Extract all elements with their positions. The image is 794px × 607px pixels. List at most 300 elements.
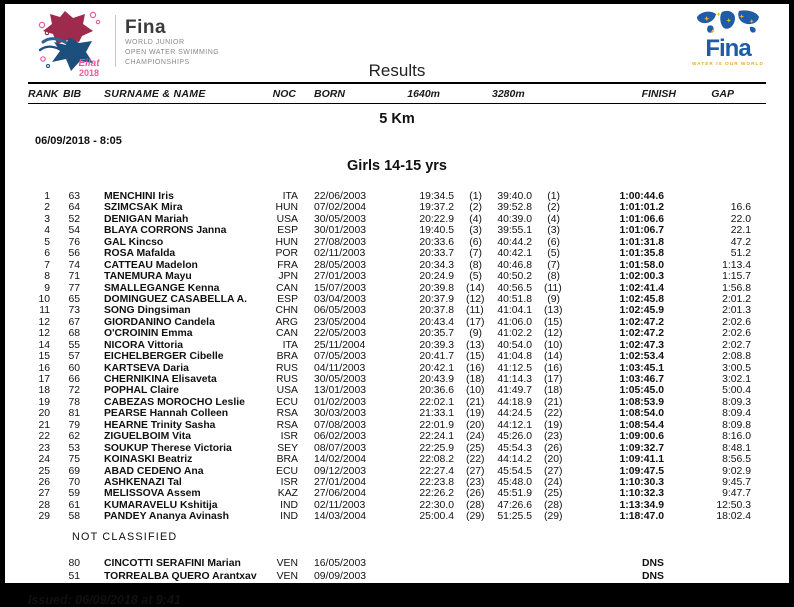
- athlete-name: MENCHINI Iris: [104, 191, 174, 202]
- athlete-name: CHERNIKINA Elisaveta: [104, 374, 217, 385]
- bib-value: 52: [68, 213, 80, 225]
- finish-time: 1:08:53.9: [619, 396, 664, 408]
- bib-value: 66: [68, 374, 80, 385]
- table-row: [28, 294, 766, 305]
- finish-time: 1:03:46.7: [619, 374, 664, 385]
- split-3280-time: 40:56.5: [497, 282, 532, 294]
- split-3280-place: (6): [547, 236, 560, 248]
- bib-value: 75: [68, 454, 80, 466]
- table-row: [28, 191, 766, 202]
- results-table: [5, 191, 789, 523]
- born-value: 27/06/2004: [314, 488, 367, 500]
- split-1640-time: 20:37.8: [419, 305, 454, 317]
- split-3280-place: (12): [544, 328, 563, 340]
- rank-value: 8: [44, 271, 50, 283]
- split-3280-place: (5): [547, 248, 560, 260]
- finish-time: 1:08:54.0: [619, 408, 664, 420]
- rank-value: 26: [38, 476, 50, 488]
- table-row: [28, 385, 766, 396]
- table-row: [28, 260, 766, 271]
- eilat-city-label: Eilat: [78, 58, 100, 69]
- session-datetime: 06/09/2018 - 8:05: [35, 135, 122, 147]
- table-row: [28, 340, 766, 351]
- athlete-name: CINCOTTI SERAFINI Marian: [104, 557, 241, 569]
- born-value: 01/02/2003: [314, 396, 367, 408]
- noc-value: ARG: [275, 316, 298, 328]
- finish-time: 1:02:00.3: [619, 271, 664, 283]
- split-1640-place: (22): [466, 454, 485, 466]
- split-1640-place: (17): [466, 316, 485, 328]
- split-1640-time: 20:34.3: [419, 259, 454, 271]
- bib-value: 53: [68, 442, 80, 454]
- column-header-1640m: 1640m: [407, 87, 440, 100]
- table-row: [28, 225, 766, 236]
- table-row: [28, 454, 766, 465]
- split-3280-time: 44:18.9: [497, 396, 532, 408]
- not-classified-row: [28, 557, 766, 571]
- table-row: [28, 374, 766, 385]
- athlete-name: SZIMCSAK Mira: [104, 202, 183, 214]
- gap-value: 9:45.7: [722, 476, 751, 488]
- gap-value: 8:09.3: [722, 396, 751, 408]
- born-value: 07/02/2004: [314, 202, 367, 214]
- fina-wordmark-line: CHAMPIONSHIPS: [125, 59, 190, 66]
- born-value: 15/07/2003: [314, 282, 367, 294]
- noc-value: ISR: [280, 431, 298, 443]
- noc-value: CHN: [275, 305, 298, 317]
- split-1640-time: 20:33.6: [419, 236, 454, 248]
- finish-time: 1:01:58.0: [619, 259, 664, 271]
- split-1640-place: (8): [469, 259, 482, 271]
- athlete-name: SOUKUP Therese Victoria: [104, 442, 232, 454]
- split-3280-time: 40:54.0: [497, 339, 532, 351]
- rank-value: 25: [38, 465, 50, 477]
- noc-value: ISR: [280, 476, 298, 488]
- split-3280-time: 40:50.2: [497, 271, 532, 283]
- bib-value: 55: [68, 339, 80, 351]
- gap-value: 2:02.6: [722, 316, 751, 328]
- split-3280-place: (7): [547, 259, 560, 271]
- split-1640-place: (19): [466, 408, 485, 420]
- column-header-born: BORN: [314, 87, 345, 100]
- column-header-gap: GAP: [711, 87, 734, 100]
- noc-value: FRA: [277, 259, 298, 271]
- split-3280-time: 39:52.8: [497, 202, 532, 214]
- split-1640-time: 20:39.8: [419, 282, 454, 294]
- not-classified-row: [28, 570, 766, 584]
- born-value: 13/01/2003: [314, 385, 367, 397]
- split-3280-time: 41:14.3: [497, 374, 532, 385]
- born-value: 27/01/2003: [314, 271, 367, 283]
- split-3280-time: 44:12.1: [497, 419, 532, 431]
- finish-time: 1:02:45.8: [619, 293, 664, 305]
- split-1640-time: 20:24.9: [419, 271, 454, 283]
- split-1640-place: (16): [466, 362, 485, 374]
- split-1640-time: 22:01.9: [419, 419, 454, 431]
- split-3280-time: 40:42.1: [497, 248, 532, 260]
- finish-time: 1:03:45.1: [619, 362, 664, 374]
- noc-value: JPN: [278, 271, 298, 283]
- bib-value: 81: [68, 408, 80, 420]
- noc-value: ESP: [277, 293, 298, 305]
- finish-status: DNS: [642, 571, 664, 583]
- gap-value: 9:02.9: [722, 465, 751, 477]
- split-1640-time: 22:02.1: [419, 396, 454, 408]
- split-3280-place: (11): [544, 282, 562, 294]
- rank-value: 12: [38, 316, 50, 328]
- athlete-name: KUMARAVELU Kshitija: [104, 499, 218, 511]
- born-value: 09/12/2003: [314, 465, 367, 477]
- athlete-name: BLAYA CORRONS Janna: [104, 225, 227, 237]
- split-3280-place: (2): [547, 202, 560, 214]
- rank-value: 6: [44, 248, 50, 260]
- bubble-icon: [96, 20, 99, 23]
- athlete-name: HEARNE Trinity Sasha: [104, 419, 216, 431]
- split-3280-place: (15): [544, 316, 563, 328]
- noc-value: BRA: [276, 351, 298, 363]
- split-3280-place: (18): [544, 385, 563, 397]
- rank-value: 29: [38, 511, 50, 523]
- bib-value: 64: [68, 202, 80, 214]
- noc-value: BRA: [276, 454, 298, 466]
- split-3280-time: 47:26.6: [497, 499, 532, 511]
- split-3280-time: 40:46.8: [497, 259, 532, 271]
- logo-divider: [115, 15, 116, 67]
- bib-value: 69: [68, 465, 80, 477]
- noc-value: RUS: [276, 374, 298, 385]
- column-header-row: [28, 84, 766, 103]
- finish-time: 1:01:01.2: [619, 202, 664, 214]
- bib-value: 70: [68, 476, 80, 488]
- athlete-name: POPHAL Claire: [104, 385, 179, 397]
- event-title: 5 Km: [379, 111, 415, 127]
- athlete-name: DENIGAN Mariah: [104, 213, 189, 225]
- finish-time: 1:02:47.2: [619, 328, 664, 340]
- gap-value: 2:08.8: [722, 351, 751, 363]
- header: [5, 4, 789, 82]
- rank-value: 2: [44, 202, 50, 214]
- split-1640-time: 22:24.1: [419, 431, 454, 443]
- table-row: [28, 214, 766, 225]
- table-row: [28, 397, 766, 408]
- split-3280-time: 41:12.5: [497, 362, 532, 374]
- born-value: 02/11/2003: [314, 248, 366, 260]
- born-value: 06/02/2003: [314, 431, 367, 443]
- gap-value: 1:13.4: [722, 259, 751, 271]
- split-1640-place: (23): [466, 476, 485, 488]
- split-3280-time: 39:40.0: [497, 191, 532, 202]
- split-3280-time: 41:04.8: [497, 351, 532, 363]
- rank-value: 28: [38, 499, 50, 511]
- bib-value: 80: [68, 557, 80, 569]
- column-header-finish: FINISH: [641, 87, 676, 100]
- split-1640-place: (6): [469, 236, 482, 248]
- noc-value: ECU: [276, 465, 298, 477]
- split-3280-time: 40:39.0: [497, 213, 532, 225]
- rank-value: 23: [38, 442, 50, 454]
- table-row: [28, 202, 766, 213]
- athlete-name: ABAD CEDENO Ana: [104, 465, 204, 477]
- split-3280-time: 51:25.5: [497, 511, 532, 523]
- born-value: 22/05/2003: [314, 328, 367, 340]
- split-1640-place: (25): [466, 442, 485, 454]
- rank-value: 15: [38, 351, 50, 363]
- born-value: 27/08/2003: [314, 236, 367, 248]
- rank-value: 1: [44, 191, 50, 202]
- noc-value: USA: [276, 385, 298, 397]
- split-3280-place: (27): [544, 465, 563, 477]
- split-3280-place: (23): [544, 431, 563, 443]
- fina-logo: [692, 9, 764, 69]
- born-value: 30/05/2003: [314, 374, 367, 385]
- split-1640-time: 20:43.4: [419, 316, 454, 328]
- bib-value: 76: [68, 236, 80, 248]
- athlete-name: KOINASKI Beatriz: [104, 454, 193, 466]
- table-row: [28, 511, 766, 522]
- split-1640-place: (14): [466, 282, 485, 294]
- world-map-icon: [720, 11, 735, 29]
- split-1640-time: 20:42.1: [419, 362, 454, 374]
- gap-value: 5:00.4: [722, 385, 751, 397]
- finish-time: 1:10:32.3: [619, 488, 664, 500]
- results-page: [5, 4, 789, 607]
- fina-wordmark: [125, 9, 219, 67]
- finish-time: 1:01:06.6: [619, 213, 664, 225]
- split-1640-place: (12): [466, 293, 485, 305]
- athlete-name: CATTEAU Madelon: [104, 259, 198, 271]
- split-1640-time: 19:34.5: [419, 191, 454, 202]
- athlete-name: GAL Kincso: [104, 236, 164, 248]
- gap-value: 22.0: [730, 213, 751, 225]
- split-1640-time: 20:33.7: [419, 248, 454, 260]
- born-value: 22/06/2003: [314, 191, 367, 202]
- born-value: 23/05/2004: [314, 316, 367, 328]
- born-value: 28/05/2003: [314, 259, 367, 271]
- bib-value: 58: [68, 511, 80, 523]
- split-3280-time: 45:54.5: [497, 465, 532, 477]
- finish-time: 1:13:34.9: [619, 499, 664, 511]
- split-3280-place: (16): [544, 362, 563, 374]
- rank-value: 20: [38, 408, 50, 420]
- table-row: [28, 363, 766, 374]
- bib-value: 78: [68, 396, 80, 408]
- table-row: [28, 477, 766, 488]
- split-1640-time: 22:26.2: [419, 488, 454, 500]
- gap-value: 2:01.3: [722, 305, 751, 317]
- bubble-icon: [45, 31, 48, 34]
- bubble-icon: [39, 22, 44, 27]
- noc-value: ITA: [282, 339, 298, 351]
- split-1640-time: 19:40.5: [419, 225, 454, 237]
- noc-value: CAN: [276, 328, 298, 340]
- bib-value: 77: [68, 282, 80, 294]
- athlete-name: ROSA Mafalda: [104, 248, 176, 260]
- finish-time: 1:09:32.7: [619, 442, 664, 454]
- split-1640-time: 22:30.0: [419, 499, 454, 511]
- rank-value: 19: [38, 396, 50, 408]
- split-1640-place: (13): [466, 339, 485, 351]
- bib-value: 68: [68, 328, 80, 340]
- split-3280-time: 41:06.0: [497, 316, 532, 328]
- split-1640-time: 20:39.3: [419, 339, 454, 351]
- noc-value: IND: [280, 499, 298, 511]
- table-row: [28, 443, 766, 454]
- born-value: 30/01/2003: [314, 225, 367, 237]
- column-header-noc: NOC: [272, 87, 296, 100]
- split-3280-time: 40:51.8: [497, 293, 532, 305]
- athlete-name: SONG Dingsiman: [104, 305, 191, 317]
- gap-value: 8:56.5: [722, 454, 751, 466]
- split-3280-time: 44:14.2: [497, 454, 532, 466]
- finish-time: 1:02:53.4: [619, 351, 664, 363]
- split-3280-place: (28): [544, 499, 563, 511]
- split-1640-place: (28): [466, 499, 485, 511]
- born-value: 14/03/2004: [314, 511, 367, 523]
- rank-value: 5: [44, 236, 50, 248]
- bib-value: 74: [68, 259, 80, 271]
- split-3280-time: 41:04.1: [497, 305, 532, 317]
- split-3280-place: (9): [547, 293, 560, 305]
- bib-value: 57: [68, 351, 80, 363]
- finish-time: 1:08:54.4: [619, 419, 664, 431]
- rank-value: 22: [38, 431, 50, 443]
- split-3280-time: 41:49.7: [497, 385, 532, 397]
- split-3280-place: (24): [544, 476, 563, 488]
- rank-value: 17: [38, 374, 50, 385]
- noc-value: ITA: [282, 191, 298, 202]
- gap-value: 8:09.8: [722, 419, 751, 431]
- bib-value: 73: [68, 305, 80, 317]
- born-value: 07/08/2003: [314, 419, 367, 431]
- bib-value: 62: [68, 431, 80, 443]
- table-row: [28, 328, 766, 339]
- category-title: Girls 14-15 yrs: [347, 158, 447, 174]
- split-1640-place: (15): [466, 351, 485, 363]
- split-1640-time: 20:36.6: [419, 385, 454, 397]
- split-3280-place: (8): [547, 271, 560, 283]
- split-1640-time: 20:37.9: [419, 293, 454, 305]
- table-row: [28, 248, 766, 259]
- split-3280-place: (10): [544, 339, 563, 351]
- split-3280-place: (29): [544, 511, 563, 523]
- bib-value: 71: [68, 271, 80, 283]
- athlete-name: CABEZAS MOROCHO Leslie: [104, 396, 245, 408]
- finish-time: 1:02:47.2: [619, 316, 664, 328]
- noc-value: RUS: [276, 362, 298, 374]
- split-1640-place: (29): [466, 511, 485, 523]
- noc-value: ESP: [277, 225, 298, 237]
- split-1640-place: (21): [466, 396, 485, 408]
- fina-logo-tagline: WATER IS OUR WORLD: [692, 61, 764, 66]
- table-row: [28, 420, 766, 431]
- split-1640-place: (24): [466, 431, 485, 443]
- split-1640-place: (11): [466, 305, 484, 317]
- athlete-name: PEARSE Hannah Colleen: [104, 408, 229, 420]
- split-3280-place: (17): [544, 374, 563, 385]
- rank-value: 7: [44, 259, 50, 271]
- not-classified-label: NOT CLASSIFIED: [72, 530, 178, 543]
- fina-wordmark-title: Fina: [125, 17, 167, 38]
- split-1640-time: 19:37.2: [419, 202, 454, 214]
- finish-time: 1:02:47.3: [619, 339, 664, 351]
- finish-time: 1:09:47.5: [619, 465, 664, 477]
- born-value: 30/05/2003: [314, 213, 367, 225]
- column-header-rule: [28, 103, 766, 104]
- gap-value: 51.2: [730, 248, 751, 260]
- finish-time: 1:01:06.7: [619, 225, 664, 237]
- split-1640-place: (20): [466, 419, 485, 431]
- bib-value: 59: [68, 488, 80, 500]
- athlete-name: KARTSEVA Daria: [104, 362, 189, 374]
- fina-wordmark-line: OPEN WATER SWIMMING: [125, 49, 220, 56]
- split-3280-place: (14): [544, 351, 563, 363]
- bib-value: 56: [68, 248, 80, 260]
- noc-value: VEN: [276, 571, 298, 583]
- table-row: [28, 283, 766, 294]
- split-1640-time: 22:23.8: [419, 476, 454, 488]
- split-3280-time: 45:54.3: [497, 442, 532, 454]
- eilat-year-label: 2018: [78, 68, 100, 78]
- bib-value: 60: [68, 362, 80, 374]
- split-3280-time: 41:02.2: [497, 328, 532, 340]
- split-3280-place: (1): [547, 191, 560, 202]
- split-1640-place: (9): [469, 328, 482, 340]
- split-1640-place: (1): [469, 191, 482, 202]
- noc-value: USA: [276, 213, 298, 225]
- finish-time: 1:09:00.6: [619, 431, 664, 443]
- athlete-name: TANEMURA Mayu: [104, 271, 192, 283]
- split-1640-time: 22:08.2: [419, 454, 454, 466]
- gap-value: 8:09.4: [722, 408, 751, 420]
- finish-status: DNS: [642, 557, 664, 569]
- gap-value: 3:02.1: [722, 374, 751, 385]
- athlete-name: SMALLEGANGE Kenna: [104, 282, 220, 294]
- split-1640-place: (18): [466, 374, 485, 385]
- table-row: [28, 237, 766, 248]
- born-value: 25/11/2004: [314, 339, 366, 351]
- split-1640-time: 20:43.9: [419, 374, 454, 385]
- split-3280-place: (26): [544, 442, 563, 454]
- table-row: [28, 500, 766, 511]
- born-value: 08/07/2003: [314, 442, 367, 454]
- athlete-name: ZIGUELBOIM Vita: [104, 431, 191, 443]
- split-1640-place: (5): [469, 271, 482, 283]
- fina-logo-title: Fina: [705, 35, 751, 62]
- rank-value: 27: [38, 488, 50, 500]
- gap-value: 1:56.8: [722, 282, 751, 294]
- column-header-rank: RANK: [28, 87, 59, 100]
- fina-wordmark-line: WORLD JUNIOR: [125, 39, 185, 46]
- born-value: 02/11/2003: [314, 499, 366, 511]
- split-1640-time: 20:22.9: [419, 213, 454, 225]
- finish-time: 1:02:41.4: [619, 282, 664, 294]
- finish-time: 1:01:35.8: [619, 248, 664, 260]
- athlete-name: MELISSOVA Assem: [104, 488, 201, 500]
- table-row: [28, 305, 766, 316]
- split-3280-time: 45:26.0: [497, 431, 532, 443]
- born-value: 09/09/2003: [314, 571, 367, 583]
- bib-value: 72: [68, 385, 80, 397]
- finish-time: 1:02:45.9: [619, 305, 664, 317]
- split-3280-place: (13): [544, 305, 563, 317]
- split-1640-place: (4): [469, 213, 482, 225]
- split-3280-place: (22): [544, 408, 563, 420]
- athlete-name: DOMINGUEZ CASABELLA A.: [104, 293, 247, 305]
- born-value: 14/02/2004: [314, 454, 367, 466]
- athlete-name: NICORA Vittoria: [104, 339, 184, 351]
- not-classified-table: [5, 557, 789, 584]
- athlete-name: GIORDANINO Candela: [104, 316, 215, 328]
